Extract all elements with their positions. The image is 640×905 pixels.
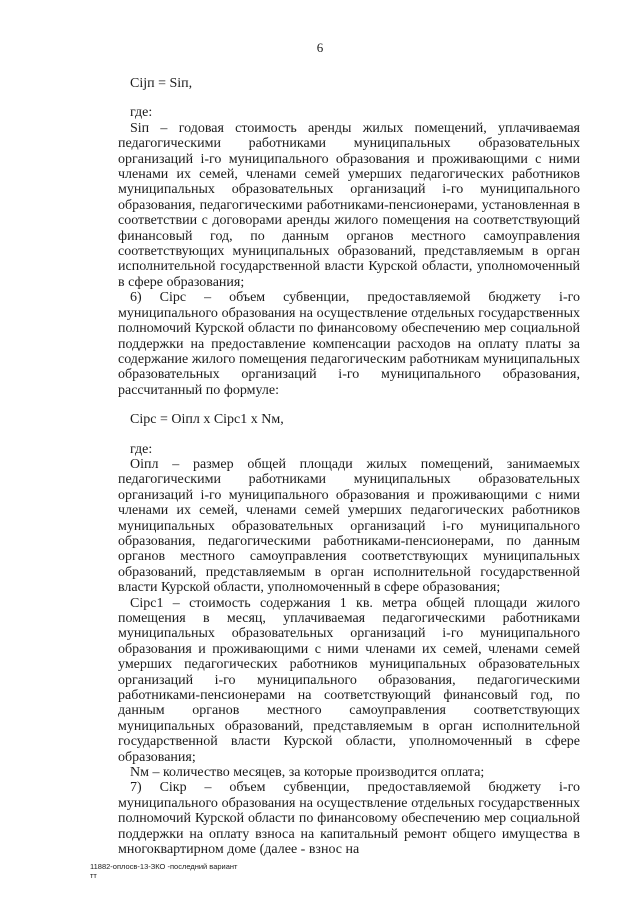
document-body [118, 62, 580, 858]
paragraph-item-7: 7) Ciкр – объем субвенции, предоставляемой бюджету i-го муниципального образования на осуществление отдельных государственных полномочий Курской области по финансовому обеспечению мер социальной поддержки на оплату взноса на капитальный ремонт общего имущества в многоквартирном доме (далее - взнос на [118, 780, 580, 858]
paragraph-oipl: Oiпл – размер общей площади жилых помещений, занимаемых педагогическими работниками муниципальных образовательных организаций i-го муниципального образования и проживающими с ними членами их семей, членами семей умерших педагогических работников муниципальных образовательных организаций i-го муниципального образования, педагогическими работниками-пенсионерами, по данным органов местного самоуправления соответствующих муниципальных образований, представляемым в орган исполнительной государственной власти Курской области, уполномоченный в сфере образования; [118, 456, 580, 596]
formula-cirs: Ciрс = Oiпл x Ciрс1 x Nм, [130, 412, 284, 428]
formula-cijp: Cijп = Siп, [130, 76, 193, 91]
where-label: где: [130, 105, 153, 121]
where-label: где: [130, 441, 153, 457]
document-footer [90, 862, 238, 880]
page-number: 6 [316, 40, 324, 55]
paragraph-sip: Siп – годовая стоимость аренды жилых помещений, уплачиваемая педагогическими работниками муниципальных образовательных организаций i-го муниципального образования и проживающими с ними членами их семей, членами семей умерших педагогических работников муниципальных образовательных организаций i-го муниципального образования, педагогическими работниками-пенсионерами, установленная в соответствии с договорами аренды жилого помещения на соответствующий финансовый год, по данным органов местного самоуправления соответствующих муниципальных образований, представляемым в орган исполнительной государственной власти Курской области, уполномоченный в сфере образования; [118, 120, 580, 290]
footer-file-reference: 11882-оплосв-13-ЗКО -последний вариант [90, 862, 238, 871]
paragraph-cirs1: Ciрс1 – стоимость содержания 1 кв. метра общей площади жилого помещения в месяц, уплачиваемая педагогическими работниками муниципальных образовательных организаций i-го муниципального образования и проживающими с ними членами их семей, членами семей умерших педагогических работников муниципальных образовательных организаций i-го муниципального образования, педагогическими работниками-пенсионерами на соответствующий финансовый год, по данным органов местного самоуправления соответствующих муниципальных образований, представляемым в орган исполнительной государственной власти Курской области, уполномоченный в сфере образования; [118, 595, 580, 765]
paragraph-nm: Nм – количество месяцев, за которые производится оплата; [130, 765, 485, 781]
paragraph-item-6: 6) Ciрс – объем субвенции, предоставляемой бюджету i-го муниципального образования на осуществление отдельных государственных полномочий Курской области по финансовому обеспечению мер социальной поддержки на предоставление компенсации расходов на оплату платы за содержание жилого помещения педагогическим работникам муниципальных образовательных организаций i-го муниципального образования, рассчитанный по формуле: [118, 290, 580, 398]
footer-initials: тт [90, 871, 97, 880]
